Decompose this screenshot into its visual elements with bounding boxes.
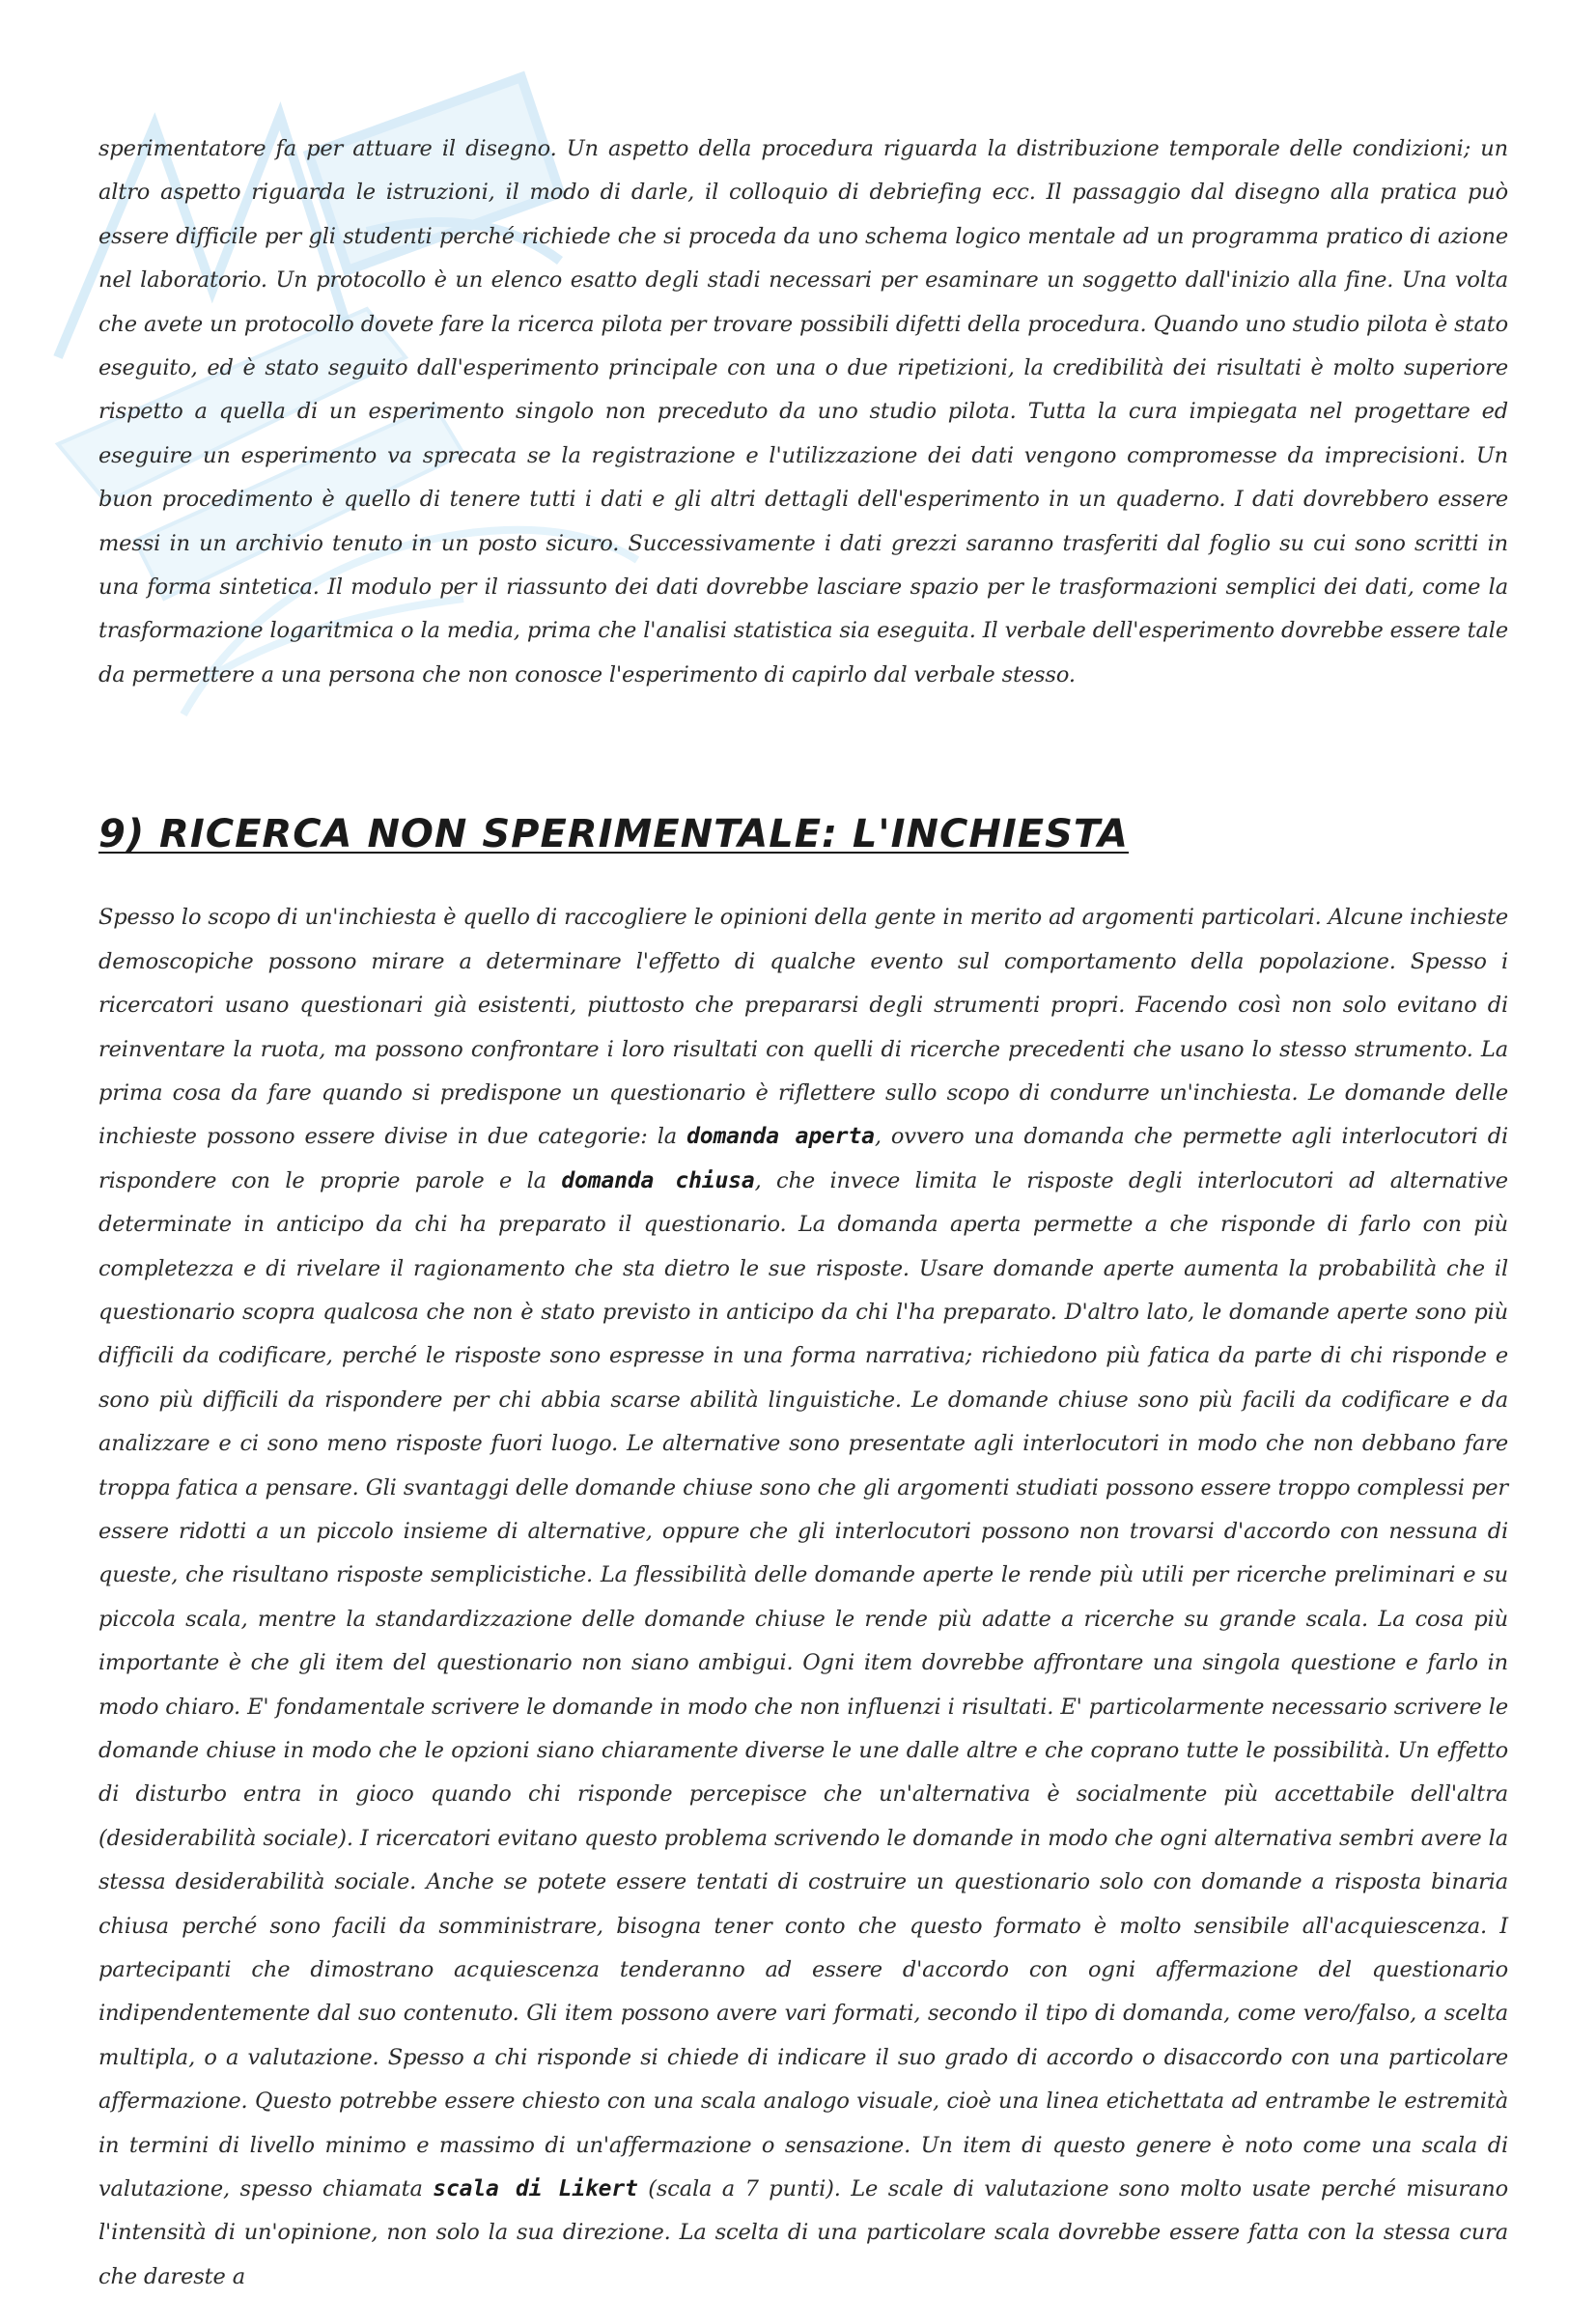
paragraph-text-part4: (scala a 7 punti). Le scale di valutazione sono molto usate perché misurano l'intensità di un'opinione, non solo la sua direzione. La scelta di una particolare scala dovrebbe essere fatta con la stessa cura che dareste a [98, 2176, 1508, 2289]
section-heading: 9) RICERCA NON SPERIMENTALE: L'INCHIESTA [98, 812, 1130, 857]
term-domanda-chiusa: domanda chiusa [561, 1167, 755, 1193]
paragraph-text-part1: Spesso lo scopo di un'inchiesta è quello di raccogliere le opinioni della gente in merito ad argomenti particolari. Alcune inchieste demoscopiche possono mirare a determinare l'effetto di qualche evento sul comportamento della popolazione. Spesso i ricercatori usano questionari già esistenti, piuttosto che prepararsi degli strumenti propri. Facendo così non solo evitano di reinventare la ruota, ma possono confrontare i loro risultati con quelli di ricerche precedenti che usano lo stesso strumento. La prima cosa da fare quando si predispone un questionario è riflettere sullo scopo di condurre un'inchiesta. Le domande delle inchieste possono essere divise in due categorie: la [98, 905, 1508, 1150]
paragraph-inchiesta [98, 896, 1508, 2299]
term-domanda-aperta: domanda aperta [686, 1124, 875, 1150]
paragraph-text-part3: , che invece limita le risposte degli interlocutori ad alternative determinate in anticipo da chi ha preparato il questionario. La domanda aperta permette a che risponde di farlo con più completezza e di rivelare il ragionamento che sta dietro le sue risposte. Usare domande aperte aumenta la probabilità che il questionario scopra qualcosa che non è stato previsto in anticipo da chi l'ha preparato. D'altro lato, le domande aperte sono più difficili da codificare, perché le risposte sono espresse in una forma narrativa; richiedono più fatica da parte di chi risponde e sono più difficili da rispondere per chi abbia scarse abilità linguistiche. Le domande chiuse sono più facili da codificare e da analizzare e ci sono meno risposte fuori luogo. Le alternative sono presentate agli interlocutori in modo che non debbano fare troppa fatica a pensare. Gli svantaggi delle domande chiuse sono che gli argomenti studiati possono essere troppo complessi per essere ridotti a un piccolo insieme di alternative, oppure che gli interlocutori possono non trovarsi d'accordo con nessuna di queste, che risultano risposte semplicistiche. La flessibilità delle domande aperte le rende più utili per ricerche preliminari e su piccola scala, mentre la standardizzazione delle domande chiuse le rende più adatte a ricerche su grande scala. La cosa più importante è che gli item del questionario non siano ambigui. Ogni item dovrebbe affrontare una singola questione e farlo in modo chiaro. E' fondamentale scrivere le domande in modo che non influenzi i risultati. E' particolarmente necessario scrivere le domande chiuse in modo che le opzioni siano chiaramente diverse le une dalle altre e che coprano tutte le possibilità. Un effetto di disturbo entra in gioco quando chi risponde percepisce che un'alternativa è socialmente più accettabile dell'altra (desiderabilità sociale). I ricercatori evitano questo problema scrivendo le domande in modo che ogni alternativa sembri avere la stessa desiderabilità sociale. Anche se potete essere tentati di costruire un questionario solo con domande a risposta binaria chiusa perché sono facili da somministrare, bisogna tener conto che questo formato è molto sensibile all'acquiescenza. I partecipanti che dimostrano acquiescenza tenderanno ad essere d'accordo con ogni affermazione del questionario indipendentemente dal suo contenuto. Gli item possono avere vari formati, secondo il tipo di domanda, come vero/falso, a scelta multipla, o a valutazione. Spesso a chi risponde si chiede di indicare il suo grado di accordo o disaccordo con una particolare affermazione. Questo potrebbe essere chiesto con una scala analogo visuale, cioè una linea etichettata ad entrambe le estremità in termini di livello minimo e massimo di un'affermazione o sensazione. Un item di questo genere è noto come una scala di valutazione, spesso chiamata [98, 1167, 1508, 2202]
paragraph-procedura: sperimentatore fa per attuare il disegno. Un aspetto della procedura riguarda la distribuzione temporale delle condizioni; un altro aspetto riguarda le istruzioni, il modo di darle, il colloquio di debriefing ecc. Il passaggio dal disegno alla pratica può essere difficile per gli studenti perché richiede che si proceda da uno schema logico mentale ad un programma pratico di azione nel laboratorio. Un protocollo è un elenco esatto degli stadi necessari per esaminare un soggetto dall'inizio alla fine. Una volta che avete un protocollo dovete fare la ricerca pilota per trovare possibili difetti della procedura. Quando uno studio pilota è stato eseguito, ed è stato seguito dall'esperimento principale con una o due ripetizioni, la credibilità dei risultati è molto superiore rispetto a quella di un esperimento singolo non preceduto da uno studio pilota. Tutta la cura impiegata nel progettare ed eseguire un esperimento va sprecata se la registrazione e l'utilizzazione dei dati vengono compromesse da imprecisioni. Un buon procedimento è quello di tenere tutti i dati e gli altri dettagli dell'esperimento in un quaderno. I dati dovrebbero essere messi in un archivio tenuto in un posto sicuro. Successivamente i dati grezzi saranno trasferiti dal foglio su cui sono scritti in una forma sintetica. Il modulo per il riassunto dei dati dovrebbe lasciare spazio per le trasformazioni semplici dei dati, come la trasformazione logaritmica o la media, prima che l'analisi statistica sia eseguita. Il verbale dell'esperimento dovrebbe essere tale da permettere a una persona che non conosce l'esperimento di capirlo dal verbale stesso. [98, 136, 1508, 687]
term-scala-di-likert: scala di Likert [433, 2176, 638, 2202]
document-page [98, 127, 1508, 2299]
paragraph-text-part2: , ovvero una domanda che permette agli interlocutori di rispondere con le proprie parole e la [98, 1124, 1508, 1193]
